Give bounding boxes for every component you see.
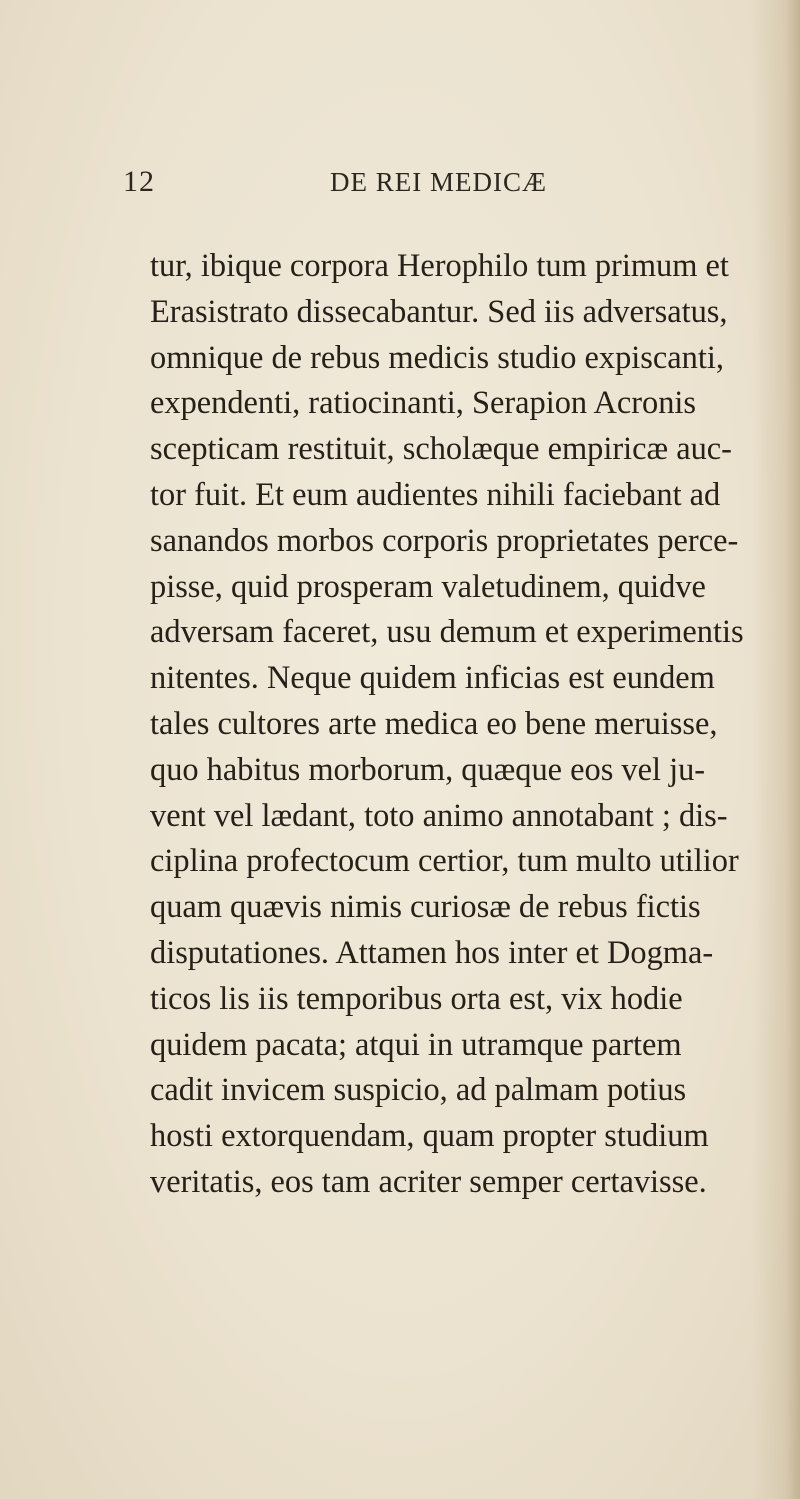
text-line: hosti extorquendam, quam propter studium [150,1118,709,1155]
text-line: quidem pacata; atqui in utramque partem [150,1026,682,1063]
text-line: tor fuit. Et eum audientes nihili faciebant ad [150,476,721,513]
text-line: pisse, quid prosperam valetudinem, quidve [150,568,706,605]
text-line: omnique de rebus medicis studio expiscanti, [150,339,724,376]
text-line: disputationes. Attamen hos inter et Dogma- [150,934,714,971]
text-line: veritatis, eos tam acriter semper certavisse. [150,1163,707,1200]
text-line: ticos lis iis temporibus orta est, vix hodie [150,980,683,1017]
text-line: scepticam restituit, scholæque empiricæ auc- [150,431,732,468]
text-line: cadit invicem suspicio, ad palmam potius [150,1072,687,1109]
text-line: sanandos morbos corporis proprietates perce- [150,522,739,559]
text-line: tales cultores arte medica eo bene meruisse, [150,705,718,742]
page-number: 12 [123,165,155,198]
running-head [0,162,800,212]
text-line: ciplina profectocum certior, tum multo utilior [150,843,739,880]
text-line: expendenti, ratiocinanti, Serapion Acronis [150,385,696,422]
body-text [150,244,790,1206]
text-line: quo habitus morborum, quæque eos vel ju- [150,751,706,788]
text-line: quam quævis nimis curiosæ de rebus fictis [150,889,701,926]
text-line: adversam faceret, usu demum et experimentis [150,614,744,651]
running-title: DE REI MEDICÆ [330,167,547,197]
text-line: Erasistrato dissecabantur. Sed iis adversatus, [150,293,728,330]
text-line: tur, ibique corpora Herophilo tum primum et [150,248,729,284]
text-line: nitentes. Neque quidem inficias est eundem [150,660,715,697]
text-line: vent vel lædant, toto animo annotabant ; dis- [150,797,728,834]
